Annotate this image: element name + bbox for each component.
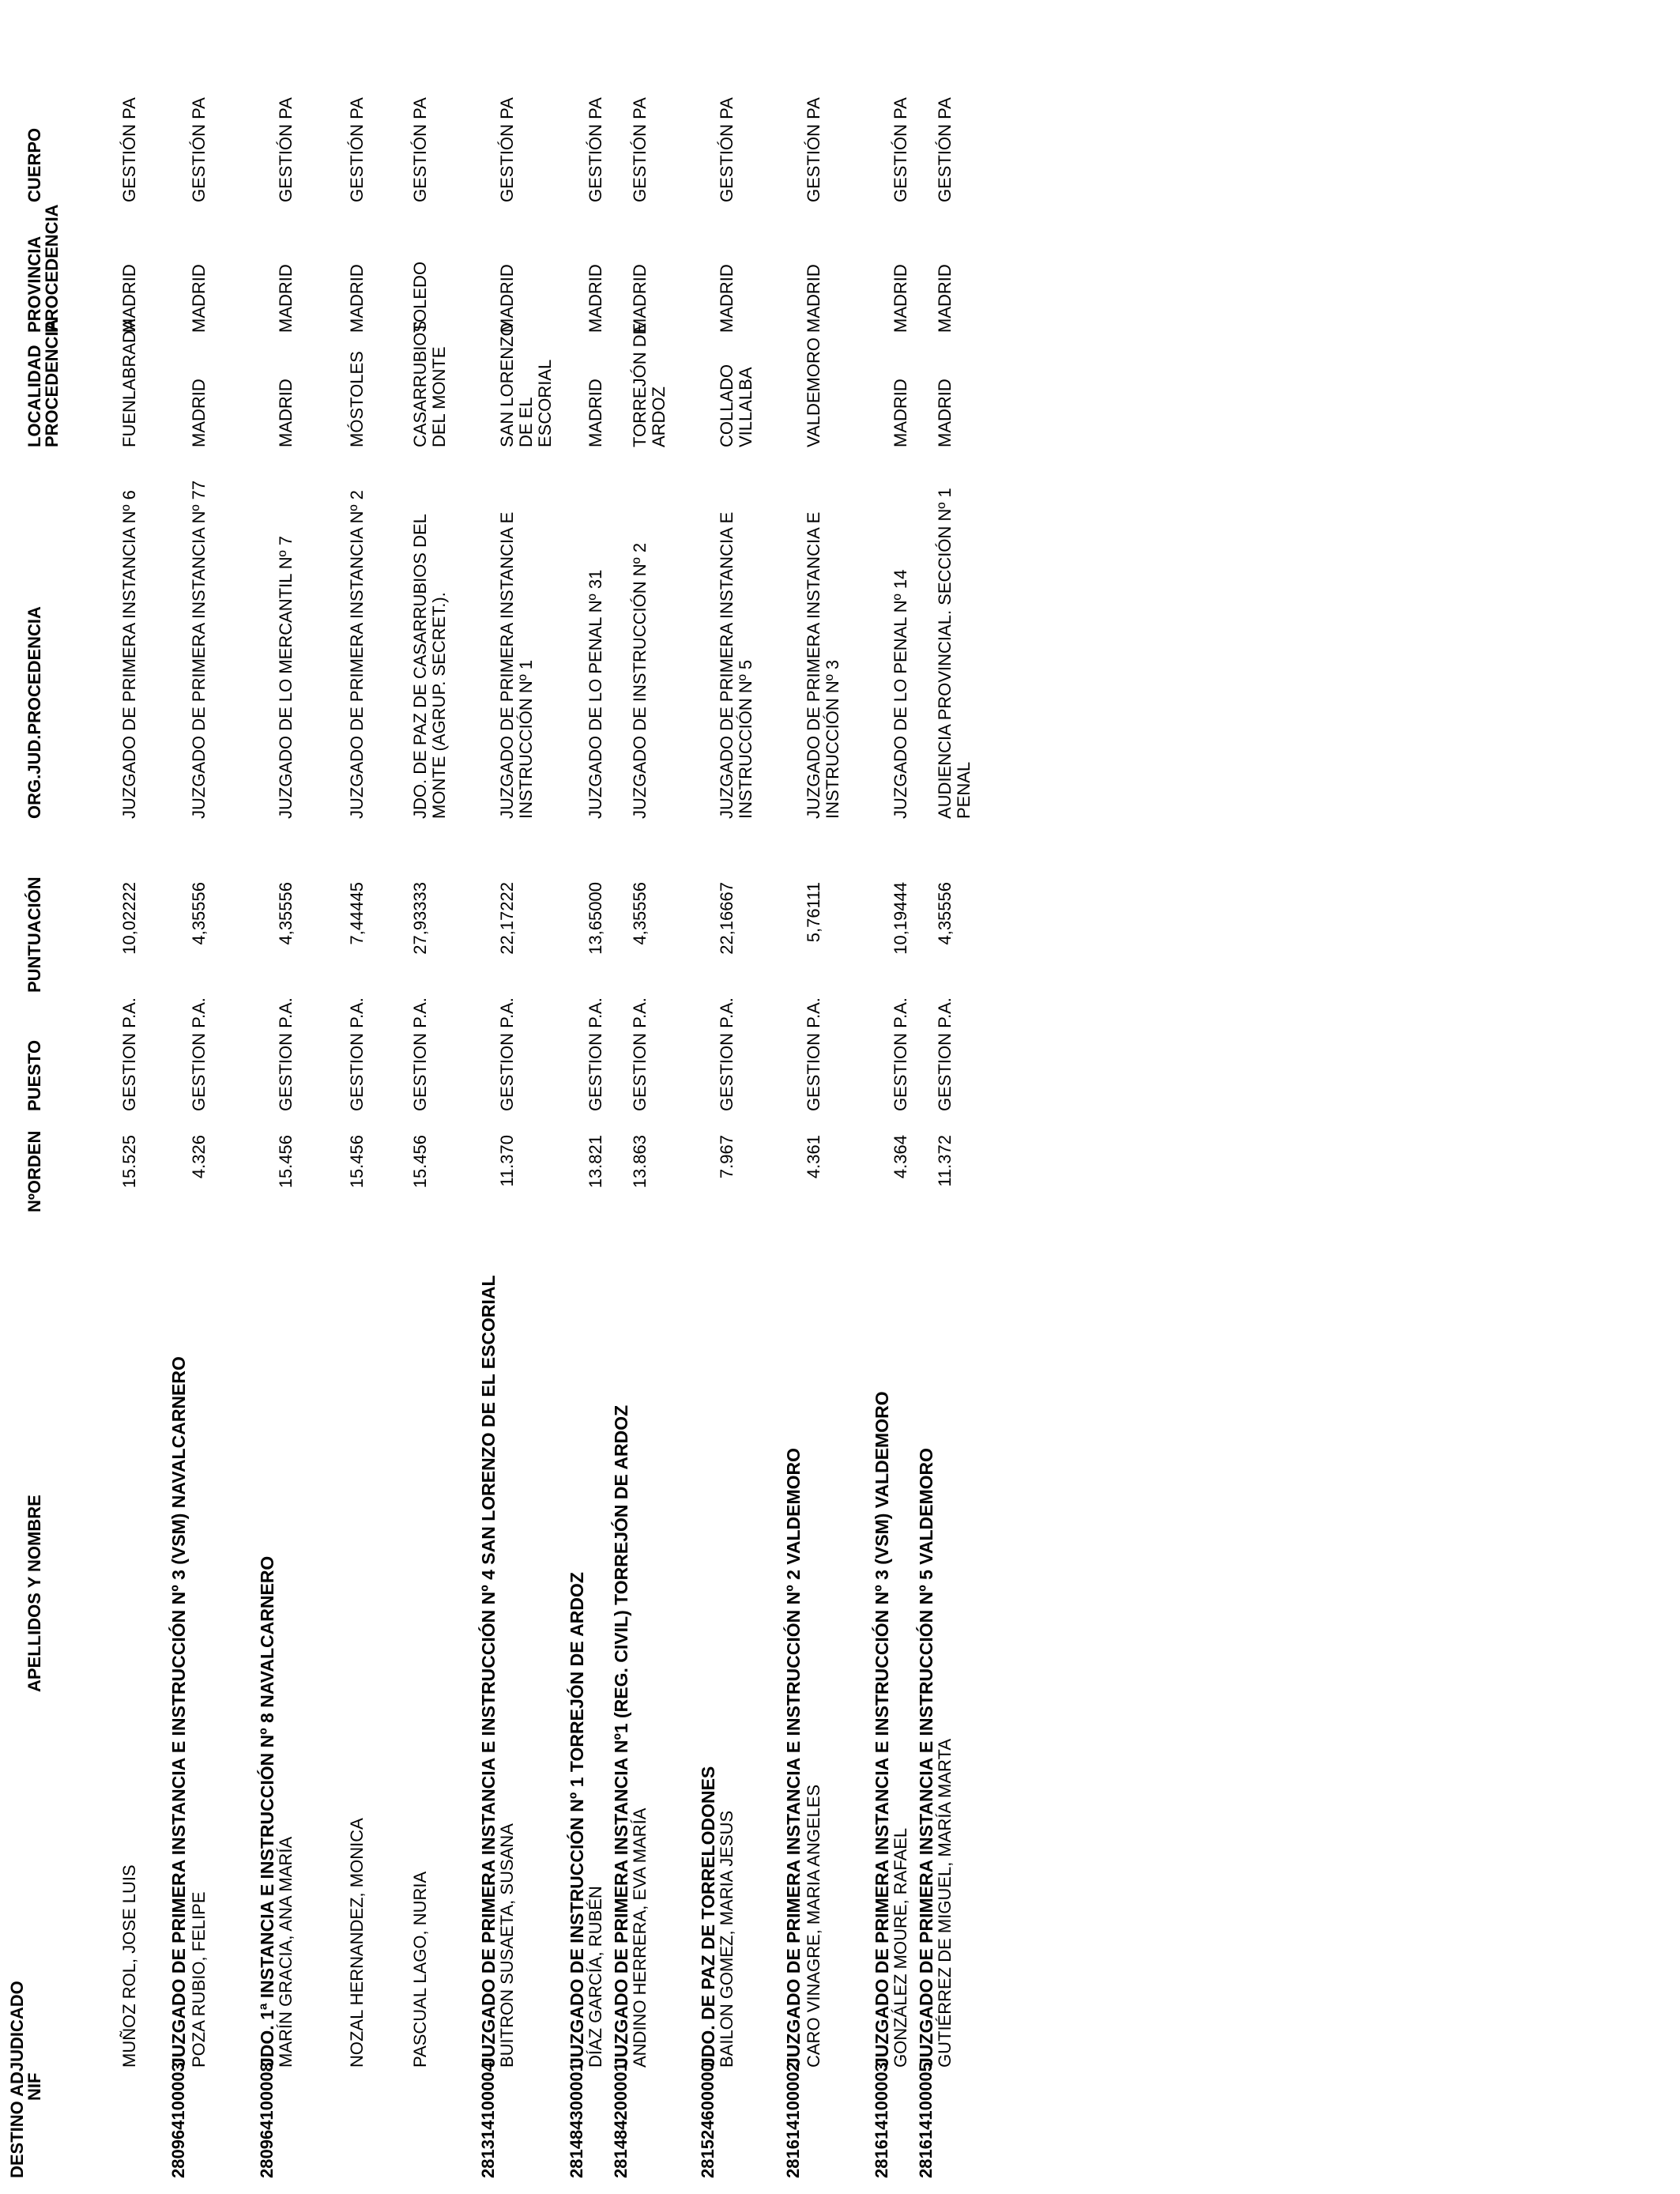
cell-org: JUZGADO DE PRIMERA INSTANCIA E INSTRUCCIÓN Nº 1 — [497, 511, 536, 819]
cell-cuerpo: GESTIÓN PA — [717, 97, 736, 202]
cell-puesto: GESTION P.A. — [410, 997, 430, 1111]
cell-org: JUZGADO DE PRIMERA INSTANCIA E INSTRUCCIÓN Nº 3 — [804, 511, 842, 819]
cell-provincia: MADRID — [630, 264, 650, 333]
cell-localidad: MÓSTOLES — [347, 351, 367, 447]
cell-orden: 13.821 — [586, 1135, 605, 1189]
cell-nombre: DÍAZ GARCÍA, RUBÉN — [586, 1886, 605, 2068]
cell-nombre: CARO VINAGRE, MARIA ANGELES — [804, 1784, 823, 2068]
destino-adjudicado-header: DESTINO ADJUDICADO — [7, 1981, 27, 2178]
cell-puesto: GESTION P.A. — [804, 997, 823, 1111]
cell-provincia: MADRID — [804, 264, 823, 333]
localidad-procedencia-header-1: LOCALIDAD — [24, 345, 44, 447]
cell-org: AUDIENCIA PROVINCIAL. SECCIÓN Nº 1 PENAL — [935, 488, 974, 819]
section-title: JDO. 1ª INSTANCIA E INSTRUCCIÓN Nº 8 NAVALCARNERO — [257, 1555, 277, 2068]
section-code: 280964100008 — [257, 2062, 277, 2178]
cell-puesto: GESTION P.A. — [347, 997, 367, 1111]
section-title: JDO. DE PAZ DE TORRELODONES — [698, 1766, 718, 2068]
cell-localidad: MADRID — [586, 379, 605, 447]
cell-nombre: NOZAL HERNANDEZ, MONICA — [347, 1818, 367, 2068]
cell-puntos: 22,17222 — [497, 882, 517, 955]
cell-localidad: MADRID — [891, 379, 910, 447]
cell-puesto: GESTION P.A. — [586, 997, 605, 1111]
cell-puesto: GESTION P.A. — [189, 997, 209, 1111]
cell-puntos: 22,16667 — [717, 882, 736, 955]
cell-localidad: MADRID — [276, 379, 296, 447]
cell-provincia: MADRID — [717, 264, 736, 333]
cell-provincia: MADRID — [891, 264, 910, 333]
cell-puesto: GESTION P.A. — [717, 997, 736, 1111]
cell-org: JUZGADO DE PRIMERA INSTANCIA Nº 6 — [119, 490, 139, 819]
cell-puntos: 27,93333 — [410, 882, 430, 955]
cell-nombre: GONZÁLEZ MOURE, RAFAEL — [891, 1827, 910, 2068]
cell-localidad: FUENLABRADA — [119, 319, 139, 447]
cell-cuerpo: GESTIÓN PA — [804, 97, 823, 202]
cell-puesto: GESTION P.A. — [497, 997, 517, 1111]
section-title: JUZGADO DE PRIMERA INSTANCIA E INSTRUCCIÓN Nº 2 VALDEMORO — [783, 1447, 804, 2068]
cell-org: JUZGADO DE PRIMERA INSTANCIA E INSTRUCCIÓN Nº 5 — [717, 511, 755, 819]
cell-puntos: 13,65000 — [586, 882, 605, 955]
cell-nombre: PASCUAL LAGO, NURIA — [410, 1871, 430, 2068]
cell-puntos: 7,44445 — [347, 882, 367, 945]
cell-orden: 7.967 — [717, 1135, 736, 1179]
cell-puesto: GESTION P.A. — [276, 997, 296, 1111]
norden-header: NºORDEN — [24, 1130, 44, 1212]
cell-cuerpo: GESTIÓN PA — [410, 97, 430, 202]
cell-nombre: GUTIÉRREZ DE MIGUEL, MARÍA MARTA — [935, 1738, 955, 2068]
section-title: JUZGADO DE INSTRUCCIÓN Nº 1 TORREJÓN DE ARDOZ — [567, 1572, 587, 2068]
cell-provincia: TOLEDO — [410, 261, 430, 333]
cell-org: JUZGADO DE INSTRUCCIÓN Nº 2 — [630, 542, 650, 819]
section-code: 281314100004 — [478, 2062, 498, 2178]
cell-orden: 11.372 — [935, 1135, 955, 1187]
cell-provincia: MADRID — [119, 264, 139, 333]
cell-localidad: MADRID — [189, 379, 209, 447]
cell-provincia: MADRID — [497, 264, 517, 333]
cell-cuerpo: GESTIÓN PA — [891, 97, 910, 202]
cell-localidad: VALDEMORO — [804, 337, 823, 447]
cell-nombre: MUÑOZ ROL, JOSE LUIS — [119, 1864, 139, 2068]
provincia-procedencia-header-1: PROVINCIA — [24, 236, 44, 333]
cell-provincia: MADRID — [276, 264, 296, 333]
cell-puesto: GESTION P.A. — [935, 997, 955, 1111]
cell-nombre: BAILON GOMEZ, MARIA JESUS — [717, 1810, 736, 2068]
cuerpo-header: CUERPO — [24, 127, 44, 202]
cell-puesto: GESTION P.A. — [891, 997, 910, 1111]
cell-localidad: SAN LORENZO DE EL ESCORIAL — [497, 322, 555, 447]
cell-puntos: 4,35556 — [189, 882, 209, 945]
cell-orden: 11.370 — [497, 1135, 517, 1187]
cell-cuerpo: GESTIÓN PA — [497, 97, 517, 202]
cell-puntos: 5,76111 — [804, 882, 823, 943]
apellidos-nombre-header: APELLIDOS Y NOMBRE — [24, 1495, 44, 1692]
cell-org: JUZGADO DE LO PENAL Nº 31 — [586, 569, 605, 819]
cell-cuerpo: GESTIÓN PA — [586, 97, 605, 202]
cell-org: JUZGADO DE PRIMERA INSTANCIA Nº 77 — [189, 480, 209, 819]
cell-org: JUZGADO DE LO PENAL Nº 14 — [891, 569, 910, 819]
cell-cuerpo: GESTIÓN PA — [630, 97, 650, 202]
cell-org: JUZGADO DE PRIMERA INSTANCIA Nº 2 — [347, 490, 367, 819]
cell-puesto: GESTION P.A. — [630, 997, 650, 1111]
cell-orden: 15.525 — [119, 1135, 139, 1189]
cell-puntos: 4,35556 — [935, 882, 955, 945]
cell-localidad: TORREJÓN DE ARDOZ — [630, 322, 669, 447]
section-code: 281614100003 — [872, 2062, 891, 2178]
cell-provincia: MADRID — [347, 264, 367, 333]
cell-nombre: MARÍN GRACIA, ANA MARÍA — [276, 1836, 296, 2068]
cell-cuerpo: GESTIÓN PA — [189, 97, 209, 202]
cell-cuerpo: GESTIÓN PA — [935, 97, 955, 202]
cell-orden: 4.326 — [189, 1135, 209, 1179]
cell-orden: 13.863 — [630, 1135, 650, 1189]
cell-provincia: MADRID — [189, 264, 209, 333]
cell-localidad: MADRID — [935, 379, 955, 447]
cell-puntos: 4,35556 — [276, 882, 296, 945]
cell-puntos: 4,35556 — [630, 882, 650, 945]
org-jud-procedencia-header: ORG.JUD.PROCEDENCIA — [24, 606, 44, 819]
cell-localidad: CASARRUBIOS DEL MONTE — [410, 320, 449, 447]
section-title: JUZGADO DE PRIMERA INSTANCIA E INSTRUCCIÓN Nº 5 VALDEMORO — [916, 1447, 936, 2068]
cell-orden: 15.456 — [410, 1135, 430, 1189]
cell-puntos: 10,19444 — [891, 882, 910, 955]
cell-puntos: 10,02222 — [119, 882, 139, 955]
cell-orden: 15.456 — [347, 1135, 367, 1189]
cell-nombre: ANDINO HERRERA, EVA MARÍA — [630, 1808, 650, 2068]
cell-provincia: MADRID — [935, 264, 955, 333]
localidad-procedencia-header-2: PROCEDENCIA — [42, 319, 62, 447]
section-title: JUZGADO DE PRIMERA INSTANCIA Nº1 (REG. CIVIL) TORREJÓN DE ARDOZ — [611, 1404, 631, 2068]
cell-org: JUZGADO DE LO MERCANTIL Nº 7 — [276, 535, 296, 819]
cell-nombre: POZA RUBIO, FELIPE — [189, 1891, 209, 2068]
cell-cuerpo: GESTIÓN PA — [347, 97, 367, 202]
section-title: JUZGADO DE PRIMERA INSTANCIA E INSTRUCCIÓN Nº 3 (VSM) VALDEMORO — [872, 1391, 892, 2068]
section-code: 280964100003 — [168, 2062, 188, 2178]
cell-orden: 15.456 — [276, 1135, 296, 1189]
section-code: 281614100005 — [916, 2062, 936, 2178]
puntuacion-header: PUNTUACIÓN — [24, 876, 44, 993]
puesto-header: PUESTO — [24, 1039, 44, 1111]
cell-nombre: BUITRON SUSAETA, SUSANA — [497, 1823, 517, 2068]
cell-localidad: COLLADO VILLALBA — [717, 364, 755, 447]
section-title: JUZGADO DE PRIMERA INSTANCIA E INSTRUCCIÓN Nº 4 SAN LORENZO DE EL ESCORIAL — [478, 1275, 499, 2068]
cell-provincia: MADRID — [586, 264, 605, 333]
cell-orden: 4.361 — [804, 1135, 823, 1179]
cell-cuerpo: GESTIÓN PA — [276, 97, 296, 202]
section-code: 281614100002 — [783, 2062, 803, 2178]
nif-header: NIF — [24, 2072, 44, 2101]
cell-org: JDO. DE PAZ DE CASARRUBIOS DEL MONTE (AGRUP. SECRET.). — [410, 514, 449, 819]
provincia-procedencia-header-2: PROCEDENCIA — [42, 204, 62, 333]
section-title: JUZGADO DE PRIMERA INSTANCIA E INSTRUCCIÓN Nº 3 (VSM) NAVALCARNERO — [168, 1356, 189, 2068]
cell-puesto: GESTION P.A. — [119, 997, 139, 1111]
cell-orden: 4.364 — [891, 1135, 910, 1179]
section-code: 281484300001 — [567, 2062, 586, 2178]
cell-cuerpo: GESTIÓN PA — [119, 97, 139, 202]
section-code: 281524600000 — [698, 2062, 718, 2178]
section-code: 281484200001 — [611, 2062, 631, 2178]
